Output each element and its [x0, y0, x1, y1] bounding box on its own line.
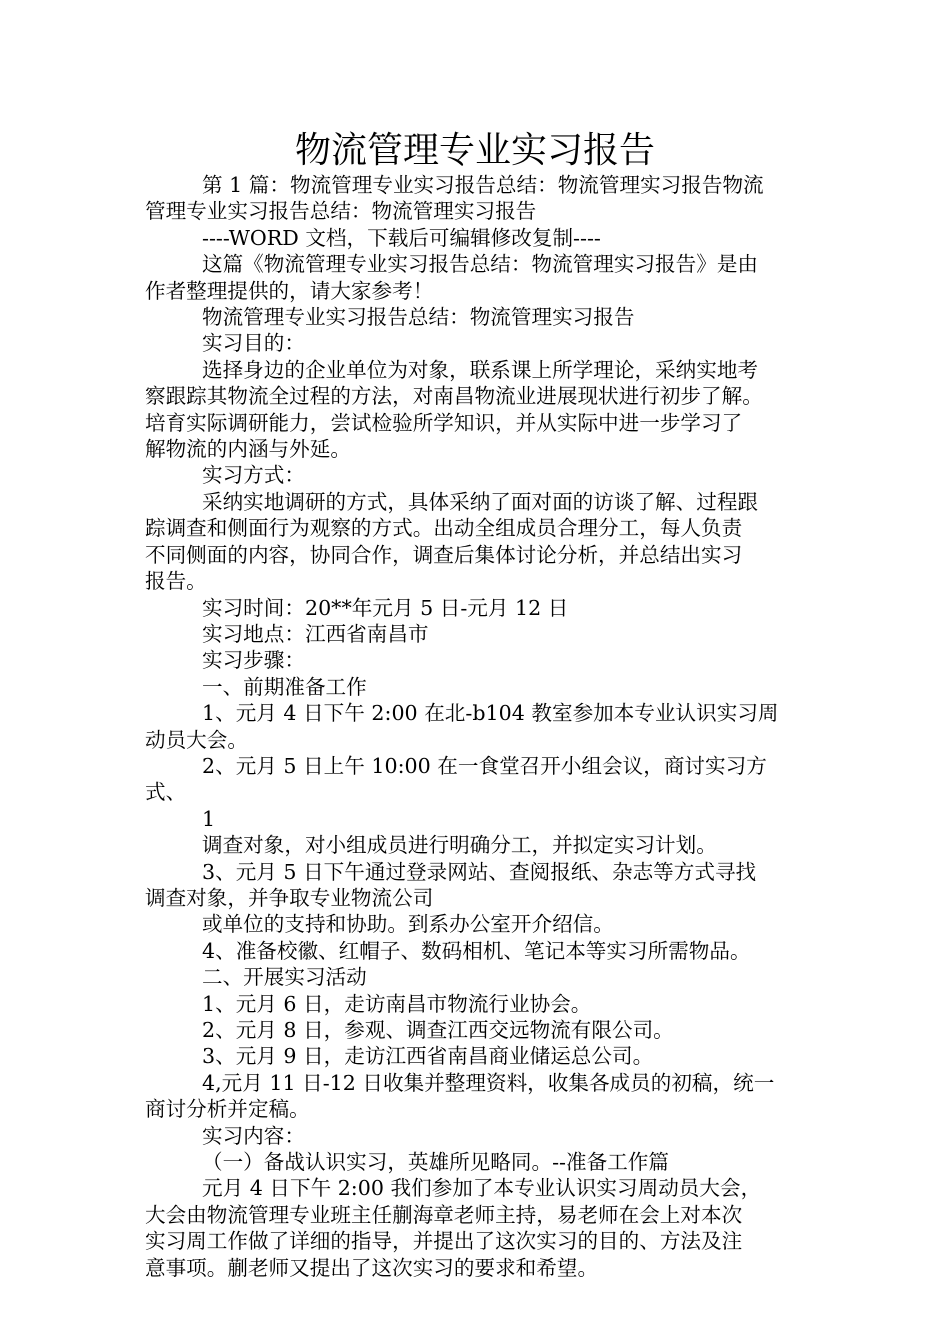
text-line: 4,元月 11 日-12 日收集并整理资料，收集各成员的初稿，统一 [202, 1070, 775, 1095]
text-line: 培育实际调研能力，尝试检验所学知识，并从实际中进一步学习了 [145, 410, 743, 435]
text-line: 第 1 篇：物流管理专业实习报告总结：物流管理实习报告物流 [202, 173, 764, 197]
text-line: 1、元月 4 日下午 2:00 在北-b104 教室参加本专业认识实习周 [202, 701, 779, 726]
text-line: 实习时间：20**年元月 5 日-元月 12 日 [202, 595, 569, 620]
paragraph [145, 251, 817, 304]
paragraph [145, 911, 817, 937]
text-line: 3、元月 5 日下午通过登录网站、查阅报纸、杂志等方式寻找 [202, 859, 757, 884]
paragraph [145, 1175, 817, 1281]
text-line: 2、元月 5 日上午 10:00 在一食堂召开小组会议，商讨实习方 [202, 753, 767, 778]
text-line: 或单位的支持和协助。到系办公室开介绍信。 [202, 912, 614, 937]
text-line: 实习步骤： [202, 648, 305, 673]
paragraph [145, 806, 817, 832]
paragraph [145, 172, 817, 225]
text-line: 2、元月 8 日，参观、调查江西交远物流有限公司。 [202, 1018, 674, 1042]
paragraph [145, 357, 817, 463]
text-line: 物流管理专业实习报告总结：物流管理实习报告 [202, 305, 635, 330]
paragraph [145, 1123, 817, 1149]
text-line: 实习方式： [202, 463, 305, 488]
text-line: 大会由物流管理专业班主任蒯海章老师主持，易老师在会上对本次 [145, 1202, 743, 1227]
paragraph [145, 938, 817, 964]
text-line: 3、元月 9 日，走访江西省南昌商业储运总公司。 [202, 1044, 654, 1069]
paragraph [145, 647, 817, 673]
paragraph [145, 859, 817, 912]
text-line: 管理专业实习报告总结：物流管理实习报告 [145, 199, 537, 224]
text-line: 一、前期准备工作 [202, 674, 367, 699]
text-line: 实习地点：江西省南昌市 [202, 621, 429, 646]
text-line: 踪调查和侧面行为观察的方式。出动全组成员合理分工，每人负责 [145, 516, 743, 541]
text-line: 二、开展实习活动 [202, 965, 367, 990]
text-line: 解物流的内涵与外延。 [145, 437, 351, 462]
paragraph [145, 621, 817, 647]
text-line: 调查对象，并争取专业物流公司 [145, 885, 434, 910]
paragraph [145, 225, 817, 251]
paragraph [145, 1043, 817, 1069]
paragraph [145, 595, 817, 621]
text-line: 作者整理提供的，请大家参考！ [145, 278, 434, 303]
paragraph [145, 304, 817, 330]
text-line: 意事项。蒯老师又提出了这次实习的要求和希望。 [145, 1255, 599, 1280]
paragraph [145, 1070, 817, 1123]
text-line: ----WORD 文档，下载后可编辑修改复制---- [202, 225, 601, 250]
text-line: 商讨分析并定稿。 [145, 1097, 310, 1122]
paragraph [145, 674, 817, 700]
text-line: 选择身边的企业单位为对象，联系课上所学理论，采纳实地考 [202, 357, 759, 382]
text-line: 1、元月 6 日，走访南昌市物流行业协会。 [202, 991, 592, 1016]
paragraph [145, 991, 817, 1017]
text-line: 4、准备校徽、红帽子、数码相机、笔记本等实习所需物品。 [202, 938, 751, 963]
text-line: 采纳实地调研的方式，具体采纳了面对面的访谈了解、过程跟 [202, 489, 759, 514]
text-line: 不同侧面的内容，协同合作，调查后集体讨论分析，并总结出实习 [145, 542, 743, 567]
document-title: 物流管理专业实习报告 [294, 130, 655, 171]
text-line: （一）备战认识实习，英雄所见略同。--准备工作篇 [202, 1150, 669, 1175]
text-line: 调查对象，对小组成员进行明确分工，并拟定实习计划。 [202, 833, 717, 858]
paragraph [145, 700, 817, 753]
document-body [145, 172, 817, 1281]
text-line: 察跟踪其物流全过程的方法，对南昌物流业进展现状进行初步了解。 [145, 384, 763, 409]
text-line: 实习内容： [202, 1123, 305, 1148]
paragraph [145, 1149, 817, 1175]
text-line: 动员大会。 [145, 727, 248, 752]
text-line: 元月 4 日下午 2:00 我们参加了本专业认识实习周动员大会， [202, 1176, 762, 1201]
paragraph [145, 832, 817, 858]
paragraph [145, 1017, 817, 1043]
paragraph [145, 964, 817, 990]
text-line: 式、 [145, 780, 187, 805]
paragraph [145, 330, 817, 356]
paragraph [145, 462, 817, 488]
text-line: 1 [202, 806, 216, 831]
text-line: 实习目的： [202, 331, 305, 356]
text-line: 报告。 [145, 569, 207, 594]
text-line: 这篇《物流管理专业实习报告总结：物流管理实习报告》是由 [202, 252, 759, 277]
paragraph [145, 753, 817, 806]
paragraph [145, 489, 817, 595]
text-line: 实习周工作做了详细的指导，并提出了这次实习的目的、方法及注 [145, 1229, 743, 1254]
